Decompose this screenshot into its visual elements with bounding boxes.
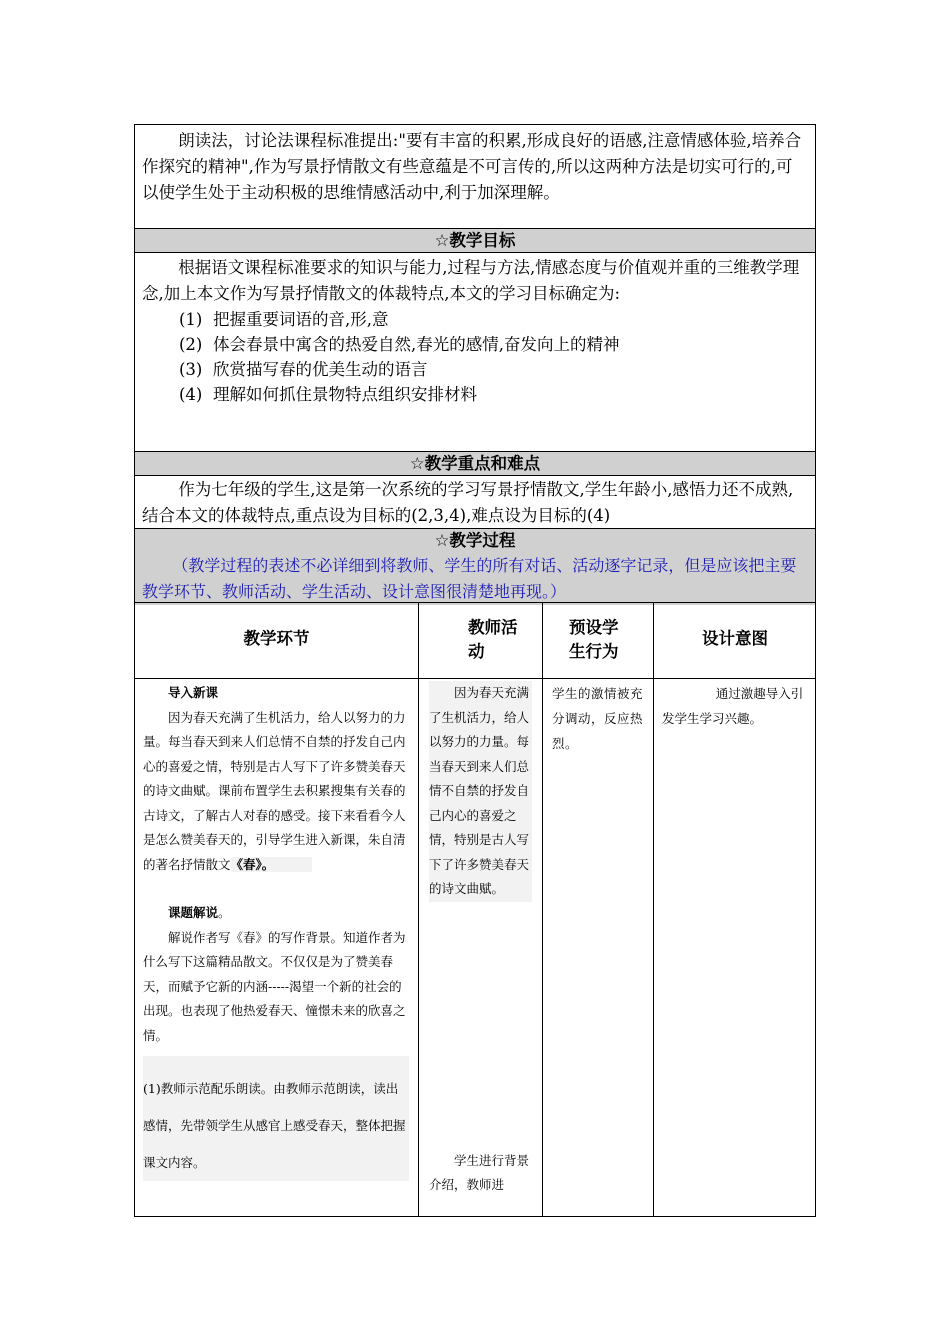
title-explain-text: 解说作者写《春》的写作背景。知道作者为什么写下这篇精品散文。不仅仅是为了赞美春天，而赋予它新的内涵-----渴望一个新的社会的出现。也表现了他热爱春天、憧憬未来的欣喜之情。	[143, 929, 406, 1043]
stage-cell	[135, 679, 418, 1216]
objectives-section	[135, 252, 815, 452]
header-cell-teacher	[418, 603, 542, 678]
objective-item: (4) 理解如何抓住景物特点组织安排材料	[179, 385, 477, 404]
objectives-header: ☆教学目标	[135, 228, 815, 253]
header-cell-intent	[653, 603, 815, 678]
process-header: ☆教学过程	[135, 529, 815, 553]
table-body-row	[135, 678, 815, 1216]
header-teacher-line1: 教师活	[468, 618, 518, 637]
intro-text: 因为春天充满了生机活力，给人以努力的力量。每当春天到来人们总情不自禁的抒发自己内心的喜爱之情，特别是古人写下了许多赞美春天的诗文曲赋。课前布置学生去积累搜集有关春的古诗文，了解古人对春的感受。接下来看看今人是怎么赞美春天的，引导学生进入新课，朱自清的著名抒情散文《春》。	[143, 709, 406, 872]
process-note: （教学过程的表述不必详细到将教师、学生的所有对话、活动逐字记录，但是应该把主要教学环节、教师活动、学生活动、设计意图很清楚地再现。）	[135, 553, 815, 605]
header-student-line2: 生行为	[569, 642, 619, 661]
header-intent-label: 设计意图	[702, 629, 768, 648]
intent-cell	[653, 679, 815, 1216]
header-cell-stage	[135, 603, 418, 678]
teacher-cell	[418, 679, 542, 1216]
intro-section	[135, 125, 815, 228]
header-student-line1: 预设学	[569, 618, 619, 637]
title-explain-title: 课题解说。	[168, 905, 231, 920]
intent-text-1: 通过激趣导入引发学生学习兴趣。	[662, 686, 804, 726]
objective-item: (1) 把握重要词语的音,形,意	[179, 310, 389, 329]
header-teacher-line2: 动	[468, 642, 485, 661]
objective-item: (2) 体会春景中寓含的热爱自然,春光的感情,奋发向上的精神	[179, 335, 620, 354]
table-header-row	[135, 602, 815, 678]
header-stage-label: 教学环节	[243, 629, 310, 648]
key-points-text: 作为七年级的学生,这是第一次系统的学习写景抒情散文,学生年龄小,感悟力还不成熟,结合本文的体裁特点,重点设为目标的(2,3,4),难点设为目标的(4)	[142, 480, 794, 525]
teacher-text-2: 学生进行背景介绍，教师进	[429, 1153, 530, 1192]
key-points-header: ☆教学重点和难点	[135, 451, 815, 476]
intro-title: 导入新课	[168, 685, 219, 700]
key-points-section	[135, 475, 815, 529]
student-text-1: 学生的激情被充分调动，反应热烈。	[552, 686, 644, 751]
objectives-intro: 根据语文课程标准要求的知识与能力,过程与方法,情感态度与价值观并重的三维教学理念,加上本文作为写景抒情散文的体裁特点,本文的学习目标确定为:	[142, 258, 800, 303]
lesson-plan-table	[134, 124, 816, 1217]
process-section	[135, 528, 815, 603]
student-cell	[542, 679, 653, 1216]
header-cell-student	[542, 603, 653, 678]
objectives-list	[135, 307, 815, 407]
objective-item: (3) 欣赏描写春的优美生动的语言	[179, 360, 428, 379]
intro-paragraph: 朗读法，讨论法课程标准提出:"要有丰富的积累,形成良好的语感,注意情感体验,培养合作探究的精神",作为写景抒情散文有些意蕴是不可言传的,所以这两种方法是切实可行的,可以使学生处于主动积极的思维情感活动中,利于加深理解。	[142, 131, 802, 202]
demo-reading-text: (1)教师示范配乐朗读。由教师示范朗读，读出感情，先带领学生从感官上感受春天，整体把握课文内容。	[143, 1081, 406, 1170]
teacher-text-1: 因为春天充满了生机活力，给人以努力的力量。每当春天到来人们总情不自禁的抒发自己内心的喜爱之情，特别是古人写下了许多赞美春天的诗文曲赋。	[429, 681, 532, 902]
